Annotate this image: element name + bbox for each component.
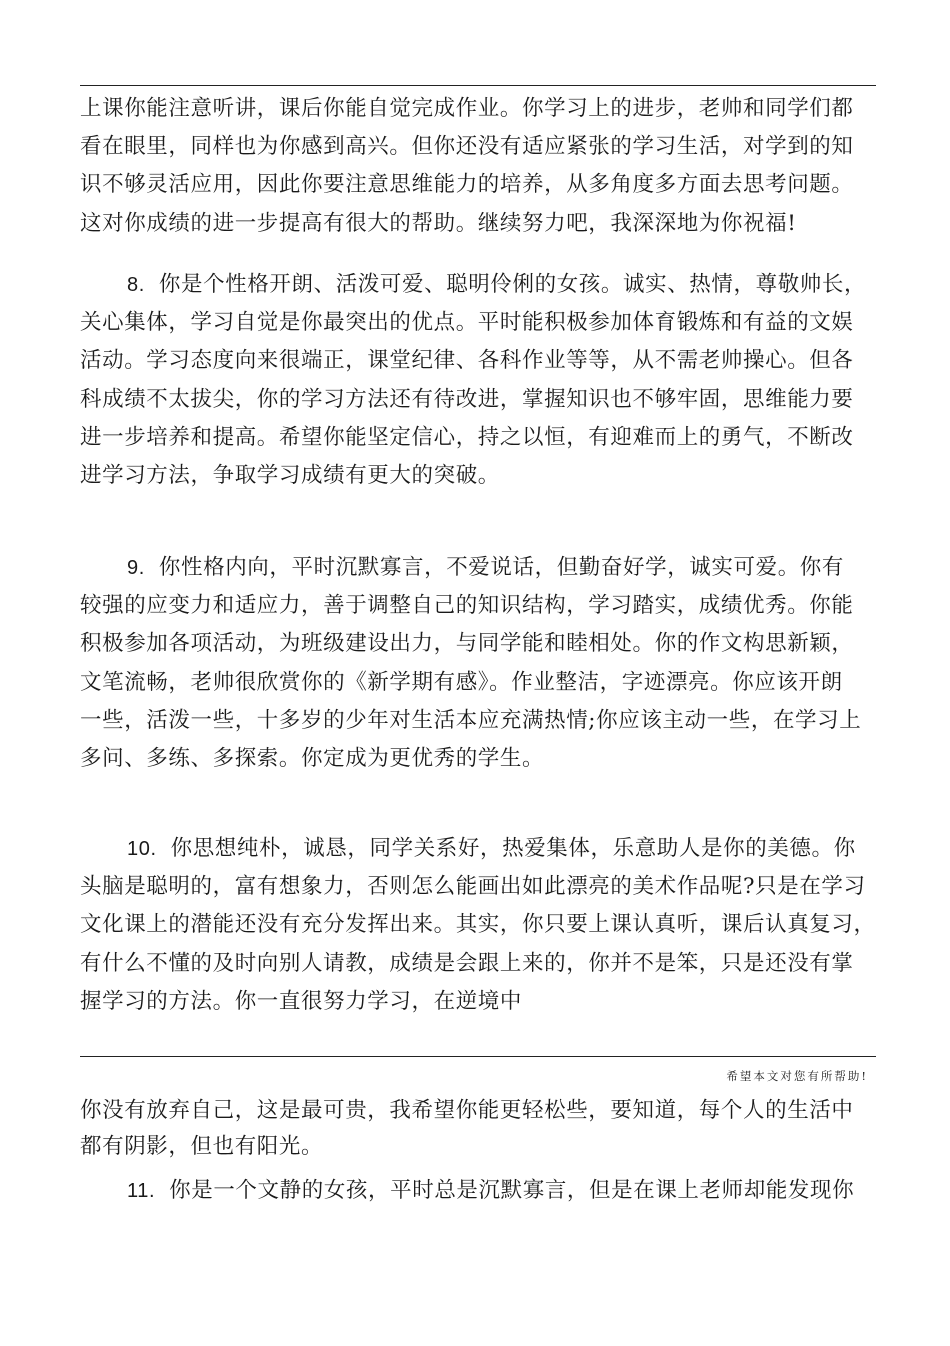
item-line: 文化课上的潜能还没有充分发挥出来。其实，你只要上课认真听，课后认真复习， — [80, 912, 876, 938]
item-number: 11. — [127, 1180, 156, 1202]
item-line: 文笔流畅，老帅很欣赏你的《新学期有感》。作业整洁，字迹漂亮。你应该开朗 — [80, 669, 843, 695]
item-line: 进一步培养和提高。希望你能坚定信心，持之以恒，有迎难而上的勇气，不断改 — [80, 424, 854, 450]
continuation-line: 你没有放弃自己，这是最可贵，我希望你能更轻松些，要知道，每个人的生活中 — [80, 1098, 854, 1123]
intro-paragraph — [80, 90, 880, 243]
intro-line: 看在眼里，同样也为你感到高兴。但你还没有适应紧张的学习生活，对学到的知 — [80, 134, 854, 160]
item-line: 进学习方法，争取学习成绩有更大的突破。 — [80, 462, 500, 488]
item-line: 多问、多练、多探索。你定成为更优秀的学生。 — [80, 745, 545, 771]
item-line: 握学习的方法。你一直很努力学习，在逆境中 — [80, 988, 523, 1014]
item-line: 你是个性格开朗、活泼可爱、聪明伶俐的女孩。诚实、热情，尊敬帅长， — [158, 272, 867, 297]
comment-item-10 — [80, 830, 880, 1021]
footer-note: 希望本文对您有所帮助! — [726, 1069, 868, 1083]
item-line: 你是一个文静的女孩，平时总是沉默寡言，但是在课上老师却能发现你 — [169, 1178, 855, 1203]
item-line: 科成绩不太拔尖，你的学习方法还有待改进，掌握知识也不够牢固，思维能力要 — [80, 386, 854, 412]
item-line: 较强的应变力和适应力，善于调整自己的知识结构，学习踏实，成绩优秀。你能 — [80, 593, 854, 619]
intro-line: 这对你成绩的进一步提高有很大的帮助。继续努力吧，我深深地为你祝福! — [80, 210, 797, 236]
item-line: 关心集体，学习自觉是你最突出的优点。平时能积极参加体育锻炼和有益的文娱 — [80, 310, 854, 336]
page-divider-rule — [80, 1056, 876, 1057]
header-rule — [80, 85, 876, 86]
continuation-paragraph — [80, 1093, 880, 1165]
item-number: 10. — [127, 838, 157, 860]
item-number: 8. — [127, 274, 145, 296]
item-line: 有什么不懂的及时向别人请教，成绩是会跟上来的，你并不是笨，只是还没有掌 — [80, 950, 854, 976]
item-number: 9. — [127, 557, 145, 579]
intro-line: 上课你能注意听讲，课后你能自觉完成作业。你学习上的进步，老帅和同学们都 — [80, 96, 854, 121]
item-line: 活动。学习态度向来很端正，课堂纪律、各科作业等等，从不需老帅操心。但各 — [80, 348, 854, 374]
item-line: 你思想纯朴，诚恳，同学关系好，热爱集体，乐意助人是你的美德。你 — [170, 836, 856, 861]
intro-line: 识不够灵活应用，因此你要注意思维能力的培养，从多角度多方面去思考问题。 — [80, 172, 854, 198]
item-line: 你性格内向，平时沉默寡言，不爱说话，但勤奋好学，诚实可爱。你有 — [158, 555, 844, 580]
continuation-line: 都有阴影，但也有阳光。 — [80, 1134, 324, 1159]
comment-item-11 — [80, 1172, 880, 1210]
item-line: 一些，活泼一些，十多岁的少年对生活本应充满热情;你应该主动一些，在学习上 — [80, 707, 862, 733]
comment-item-8 — [80, 266, 880, 495]
item-line: 积极参加各项活动，为班级建设出力，与同学能和睦相处。你的作文构思新颖， — [80, 631, 854, 657]
comment-item-9 — [80, 549, 880, 778]
item-line: 头脑是聪明的，富有想象力，否则怎么能画出如此漂亮的美术作品呢?只是在学习 — [80, 874, 866, 900]
